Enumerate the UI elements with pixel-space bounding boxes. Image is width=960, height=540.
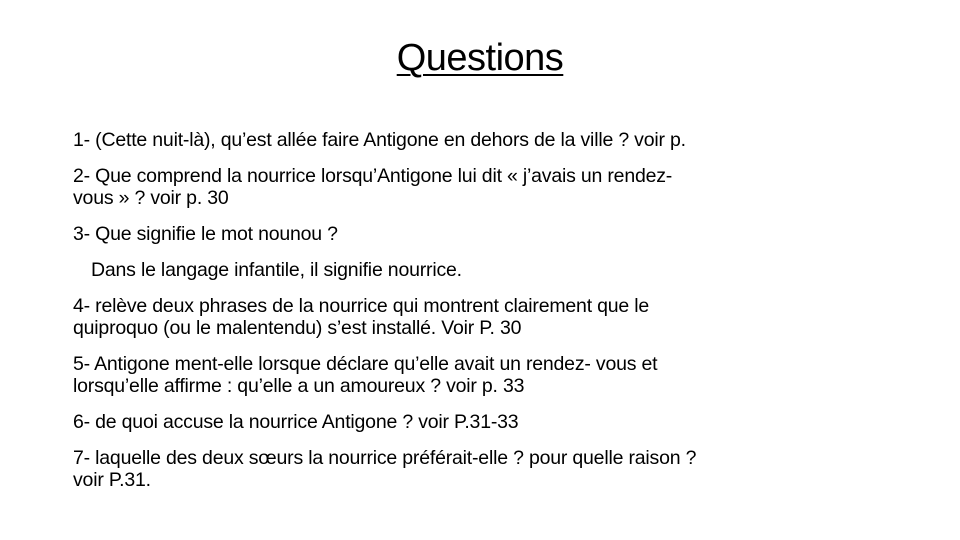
question-3: 3- Que signifie le mot nounou ?: [73, 223, 338, 245]
question-1: 1- (Cette nuit-là), qu’est allée faire Antigone en dehors de la ville ? voir p.: [73, 129, 686, 151]
answer-3: Dans le langage infantile, il signifie nourrice.: [91, 259, 462, 281]
question-2: 2- Que comprend la nourrice lorsqu’Antigone lui dit « j’avais un rendez-: [73, 165, 673, 187]
question-7-continued: voir P.31.: [73, 469, 151, 491]
question-5: 5- Antigone ment-elle lorsque déclare qu’elle avait un rendez- vous et: [73, 353, 658, 375]
question-5-continued: lorsqu’elle affirme : qu’elle a un amoureux ? voir p. 33: [73, 375, 525, 397]
question-6: 6- de quoi accuse la nourrice Antigone ? voir P.31-33: [73, 411, 519, 433]
question-2-continued: vous » ? voir p. 30: [73, 187, 229, 209]
question-list: [73, 128, 863, 492]
question-4: 4- relève deux phrases de la nourrice qui montrent clairement que le: [73, 295, 650, 317]
slide-title: Questions: [396, 37, 564, 79]
question-4-continued: quiproquo (ou le malentendu) s’est installé. Voir P. 30: [73, 317, 522, 339]
question-7: 7- laquelle des deux sœurs la nourrice préférait-elle ? pour quelle raison ?: [73, 447, 697, 469]
